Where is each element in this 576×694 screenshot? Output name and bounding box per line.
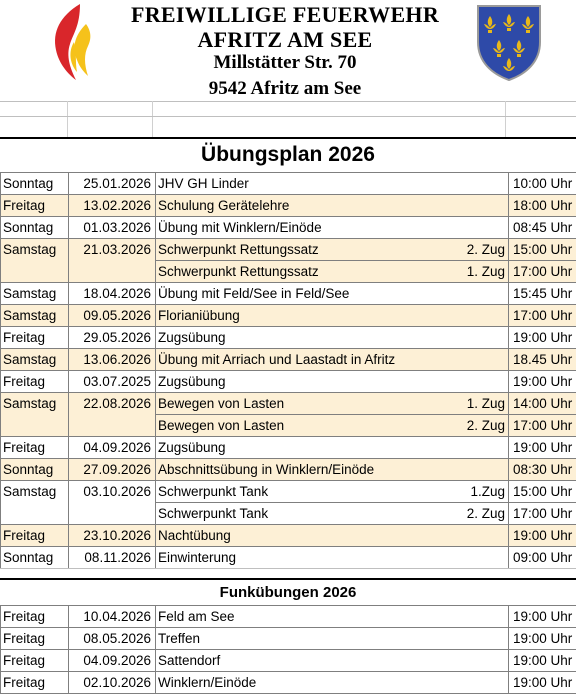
weekday-cell [1, 415, 69, 437]
event-description: Treffen [158, 631, 200, 646]
radio-training-title: Funkübungen 2026 [0, 580, 576, 604]
table-row [1, 195, 576, 217]
event-cell [156, 525, 509, 547]
grid-line [67, 101, 68, 137]
grid-line [0, 101, 576, 102]
weekday-cell: Sonntag [1, 173, 69, 195]
time-cell: 17:00 Uhr [509, 415, 576, 437]
table-row [1, 327, 576, 349]
table-row [1, 371, 576, 393]
date-cell: 08.05.2026 [69, 628, 156, 650]
event-cell [156, 672, 509, 694]
time-cell: 19:00 Uhr [509, 525, 576, 547]
date-cell: 18.04.2026 [69, 283, 156, 305]
date-cell: 09.05.2026 [69, 305, 156, 327]
weekday-cell: Freitag [1, 672, 69, 694]
fire-department-logo-icon [50, 2, 94, 82]
table-row [1, 459, 576, 481]
time-cell: 18:00 Uhr [509, 195, 576, 217]
event-description: Schwerpunkt Tank [158, 484, 268, 499]
event-cell [156, 628, 509, 650]
table-row [1, 437, 576, 459]
weekday-cell: Samstag [1, 283, 69, 305]
table-row [1, 650, 576, 672]
table-row [1, 305, 576, 327]
date-cell: 23.10.2026 [69, 525, 156, 547]
event-description: Einwinterung [158, 550, 236, 565]
time-cell: 14:00 Uhr [509, 393, 576, 415]
table-row [1, 349, 576, 371]
table-row [1, 393, 576, 415]
weekday-cell: Freitag [1, 650, 69, 672]
event-cell [156, 393, 509, 415]
time-cell: 15:45 Uhr [509, 283, 576, 305]
event-cell [156, 239, 509, 261]
event-description: Schwerpunkt Rettungssatz [158, 242, 319, 257]
time-cell: 17:00 Uhr [509, 503, 576, 525]
date-cell: 04.09.2026 [69, 650, 156, 672]
event-description: Sattendorf [158, 653, 220, 668]
time-cell: 19:00 Uhr [509, 437, 576, 459]
time-cell: 19:00 Uhr [509, 327, 576, 349]
event-cell [156, 349, 509, 371]
weekday-cell: Freitag [1, 371, 69, 393]
date-cell: 10.04.2026 [69, 606, 156, 628]
event-cell [156, 481, 509, 503]
date-cell [69, 503, 156, 525]
event-cell [156, 459, 509, 481]
table-row [1, 525, 576, 547]
event-description: Zugsübung [158, 374, 226, 389]
time-cell: 17:00 Uhr [509, 305, 576, 327]
grid-line [152, 101, 153, 137]
weekday-cell: Freitag [1, 606, 69, 628]
time-cell: 10:00 Uhr [509, 173, 576, 195]
event-description: Übung mit Arriach und Laastadt in Afritz [158, 352, 395, 367]
date-cell: 03.10.2026 [69, 481, 156, 503]
time-cell: 09:00 Uhr [509, 547, 576, 569]
date-cell [69, 261, 156, 283]
time-cell: 19:00 Uhr [509, 606, 576, 628]
event-description: Nachtübung [158, 528, 231, 543]
platoon-label: 2. Zug [467, 503, 508, 524]
event-description: Feld am See [158, 609, 235, 624]
letterhead [0, 0, 576, 137]
table-row [1, 606, 576, 628]
header-address: Millstätter Str. 70 [100, 52, 470, 74]
event-description: Schwerpunkt Rettungssatz [158, 264, 319, 279]
event-description: Florianiübung [158, 308, 240, 323]
time-cell: 19:00 Uhr [509, 371, 576, 393]
weekday-cell: Samstag [1, 305, 69, 327]
platoon-label: 1.Zug [470, 481, 508, 502]
event-description: JHV GH Linder [158, 176, 249, 191]
weekday-cell: Samstag [1, 481, 69, 503]
weekday-cell [1, 261, 69, 283]
weekday-cell: Sonntag [1, 547, 69, 569]
time-cell: 15:00 Uhr [509, 239, 576, 261]
platoon-label: 2. Zug [467, 415, 508, 436]
time-cell: 19:00 Uhr [509, 650, 576, 672]
weekday-cell: Freitag [1, 437, 69, 459]
time-cell: 19:00 Uhr [509, 628, 576, 650]
weekday-cell: Sonntag [1, 217, 69, 239]
event-description: Zugsübung [158, 440, 226, 455]
event-cell [156, 547, 509, 569]
date-cell: 04.09.2026 [69, 437, 156, 459]
event-cell [156, 217, 509, 239]
table-row [1, 628, 576, 650]
date-cell: 01.03.2026 [69, 217, 156, 239]
event-description: Bewegen von Lasten [158, 418, 284, 433]
time-cell: 08:30 Uhr [509, 459, 576, 481]
event-cell [156, 437, 509, 459]
table-row [1, 217, 576, 239]
training-schedule-table [0, 172, 576, 569]
date-cell: 25.01.2026 [69, 173, 156, 195]
table-row [1, 672, 576, 694]
date-cell: 22.08.2026 [69, 393, 156, 415]
header-postal-town: 9542 Afritz am See [100, 77, 470, 101]
time-cell: 18.45 Uhr [509, 349, 576, 371]
platoon-label: 1. Zug [467, 393, 508, 414]
weekday-cell: Samstag [1, 239, 69, 261]
table-row [1, 261, 576, 283]
weekday-cell: Sonntag [1, 459, 69, 481]
table-row [1, 503, 576, 525]
event-cell [156, 650, 509, 672]
weekday-cell: Freitag [1, 195, 69, 217]
time-cell: 15:00 Uhr [509, 481, 576, 503]
table-row [1, 283, 576, 305]
event-cell [156, 503, 509, 525]
date-cell: 13.06.2026 [69, 349, 156, 371]
date-cell: 21.03.2026 [69, 239, 156, 261]
time-cell: 08:45 Uhr [509, 217, 576, 239]
event-description: Schulung Gerätelehre [158, 198, 289, 213]
date-cell: 08.11.2026 [69, 547, 156, 569]
grid-line [0, 116, 576, 117]
training-plan-title: Übungsplan 2026 [0, 139, 576, 169]
event-description: Abschnittsübung in Winklern/Einöde [158, 462, 374, 477]
header-line-2: AFRITZ AM SEE [100, 27, 470, 52]
event-cell [156, 327, 509, 349]
event-description: Übung mit Feld/See in Feld/See [158, 286, 349, 301]
coat-of-arms-icon [474, 2, 544, 82]
table-row [1, 481, 576, 503]
grid-line [0, 568, 576, 569]
weekday-cell: Freitag [1, 525, 69, 547]
table-row [1, 547, 576, 569]
event-cell [156, 283, 509, 305]
event-description: Schwerpunkt Tank [158, 506, 268, 521]
event-cell [156, 305, 509, 327]
event-cell [156, 371, 509, 393]
event-description: Übung mit Winklern/Einöde [158, 220, 322, 235]
event-description: Zugsübung [158, 330, 226, 345]
radio-training-table [0, 605, 576, 694]
event-cell [156, 195, 509, 217]
platoon-label: 2. Zug [467, 239, 508, 260]
date-cell: 27.09.2026 [69, 459, 156, 481]
weekday-cell: Samstag [1, 393, 69, 415]
table-row [1, 415, 576, 437]
event-cell [156, 261, 509, 283]
date-cell: 29.05.2026 [69, 327, 156, 349]
table-row [1, 239, 576, 261]
date-cell [69, 415, 156, 437]
time-cell: 17:00 Uhr [509, 261, 576, 283]
date-cell: 13.02.2026 [69, 195, 156, 217]
event-description: Bewegen von Lasten [158, 396, 284, 411]
weekday-cell: Freitag [1, 327, 69, 349]
weekday-cell: Samstag [1, 349, 69, 371]
weekday-cell [1, 503, 69, 525]
platoon-label: 1. Zug [467, 261, 508, 282]
event-cell [156, 173, 509, 195]
date-cell: 03.07.2025 [69, 371, 156, 393]
grid-line [505, 101, 506, 137]
event-cell [156, 415, 509, 437]
table-row [1, 173, 576, 195]
event-cell [156, 606, 509, 628]
header-line-1: FREIWILLIGE FEUERWEHR [100, 2, 470, 27]
event-description: Winklern/Einöde [158, 675, 256, 690]
date-cell: 02.10.2026 [69, 672, 156, 694]
weekday-cell: Freitag [1, 628, 69, 650]
time-cell: 19:00 Uhr [509, 672, 576, 694]
